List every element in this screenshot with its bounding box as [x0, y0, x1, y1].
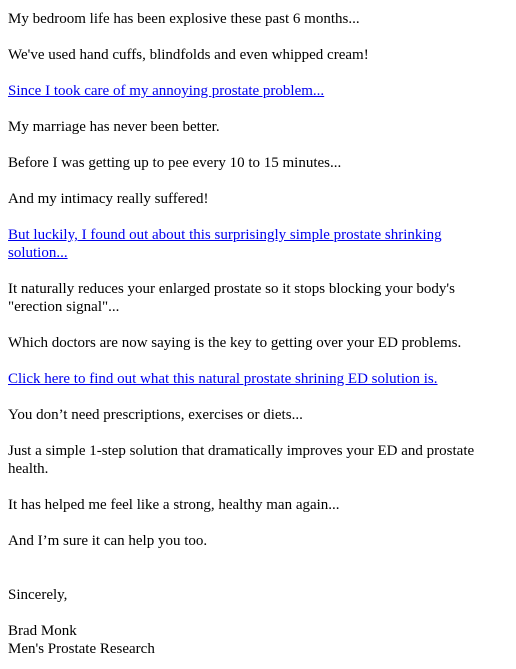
paragraph-6: And my intimacy really suffered!	[8, 191, 209, 207]
paragraph-13: It has helped me feel like a strong, healthy man again...	[8, 497, 340, 513]
prostate-problem-link[interactable]: Since I took care of my annoying prostate problem...	[8, 83, 325, 99]
paragraph-5: Before I was getting up to pee every 10 to 15 minutes...	[8, 155, 342, 171]
paragraph-14: And I’m sure it can help you too.	[8, 533, 208, 549]
signature-organization: Men's Prostate Research	[8, 641, 155, 657]
blank-line	[8, 568, 500, 586]
click-here-link[interactable]: Click here to find out what this natural prostate shrining ED solution is.	[8, 371, 438, 387]
signature	[8, 586, 500, 658]
signature-closing: Sincerely,	[8, 587, 68, 603]
paragraph-10	[8, 370, 500, 388]
paragraph-4: My marriage has never been better.	[8, 119, 220, 135]
paragraph-2: We've used hand cuffs, blindfolds and even whipped cream!	[8, 47, 369, 63]
signature-name: Brad Monk	[8, 623, 77, 639]
paragraph-1: My bedroom life has been explosive these past 6 months...	[8, 11, 360, 27]
paragraph-9: Which doctors are now saying is the key to getting over your ED problems.	[8, 335, 462, 351]
paragraph-8: It naturally reduces your enlarged prostate so it stops blocking your body's "erection signal"...	[8, 281, 455, 315]
paragraph-7	[8, 226, 500, 262]
paragraph-11: You don’t need prescriptions, exercises or diets...	[8, 407, 303, 423]
paragraph-12: Just a simple 1-step solution that dramatically improves your ED and prostate health.	[8, 443, 475, 477]
paragraph-3	[8, 82, 500, 100]
shrinking-solution-link[interactable]: But luckily, I found out about this surprisingly simple prostate shrinking solution...	[8, 227, 442, 261]
